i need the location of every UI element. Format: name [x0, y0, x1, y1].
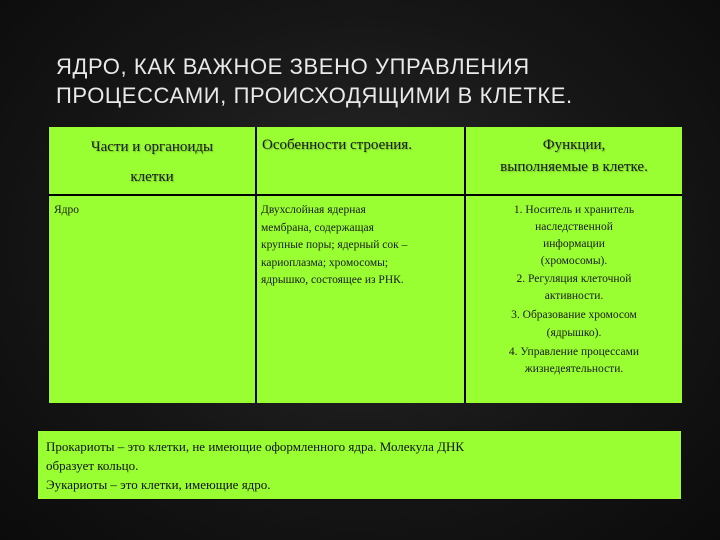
structure-line: мембрана, содержащая — [261, 221, 374, 234]
structure-line: кариоплазма; хромосомы; — [261, 256, 389, 269]
cell-functions — [466, 196, 682, 403]
cell-part-text: Ядро — [54, 204, 80, 216]
structure-line: Двухслойная ядерная — [261, 204, 366, 216]
header-parts — [49, 127, 255, 194]
slide-title-line: ЯДРО, КАК ВАЖНОЕ ЗВЕНО УПРАВЛЕНИЯ — [56, 54, 530, 79]
note-line: Прокариоты – это клетки, не имеющие оформленного ядра. Молекула ДНК — [46, 439, 465, 454]
function-line: 4. Управление процессами — [508, 346, 640, 358]
header-parts-line: клетки — [130, 169, 174, 185]
header-structure — [257, 127, 464, 194]
function-line: (хромосомы). — [540, 255, 608, 267]
prokaryote-note-box — [37, 430, 682, 500]
function-line: наследственной — [535, 221, 613, 233]
note-line: Эукариоты – это клетки, имеющие ядро. — [46, 477, 271, 492]
note-line: образует кольцо. — [46, 458, 139, 473]
function-line: 1. Носитель и хранитель — [513, 204, 635, 216]
header-structure-text: Особенности строения. — [262, 137, 412, 153]
nucleus-table — [48, 127, 682, 403]
function-line: жизнедеятельности. — [524, 363, 624, 375]
cell-structure — [257, 196, 464, 403]
header-functions-line: выполняемые в клетке. — [500, 159, 648, 175]
function-line: активности. — [544, 290, 604, 302]
slide-title — [56, 52, 676, 110]
header-functions-line: Функции, — [542, 137, 606, 153]
slide-title-line: ПРОЦЕССАМИ, ПРОИСХОДЯЩИМИ В КЛЕТКЕ. — [56, 83, 573, 108]
structure-line: крупные поры; ядерный сок – — [261, 239, 408, 251]
header-parts-line: Части и органоиды — [90, 139, 214, 155]
header-functions — [466, 127, 682, 194]
structure-line: ядрышко, состоящее из РНК. — [261, 274, 404, 286]
cell-structure-text — [261, 202, 407, 290]
function-line: информации — [543, 238, 605, 250]
cell-part — [49, 196, 255, 403]
function-line: 3. Образование хромосом — [511, 309, 637, 321]
function-line: 2. Регуляция клеточной — [516, 273, 632, 285]
function-line: (ядрышко). — [546, 327, 602, 339]
